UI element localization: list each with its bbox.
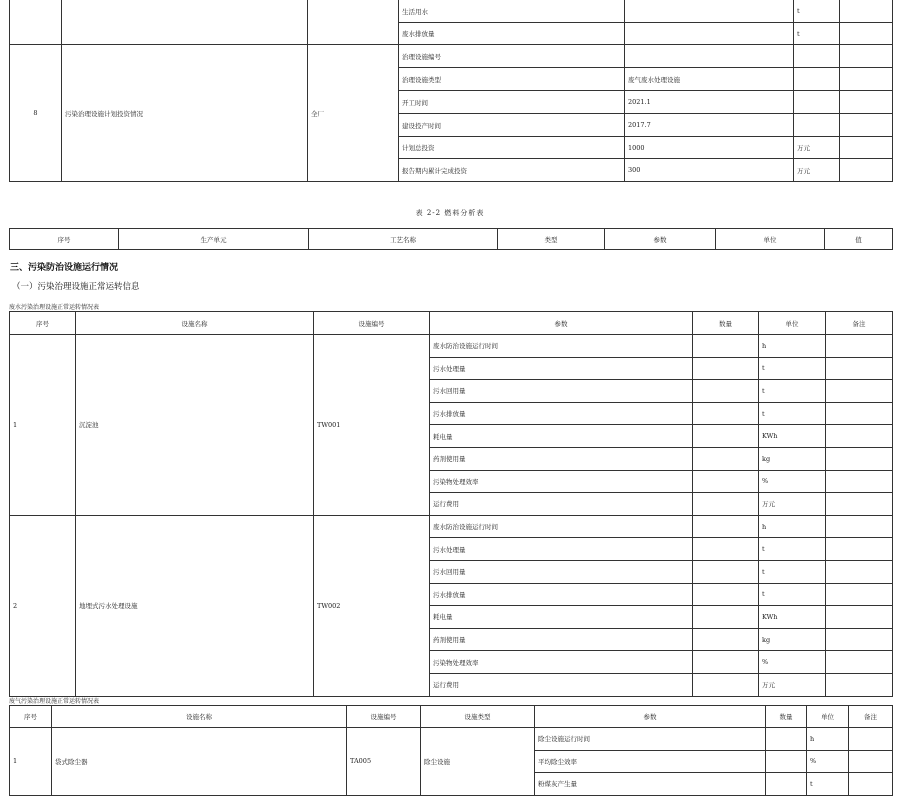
value-cell xyxy=(625,45,794,68)
param-cell: 治理设施编号 xyxy=(399,45,625,68)
col-header: 设施编号 xyxy=(314,312,430,335)
table-row xyxy=(10,0,893,23)
row-seq: 8 xyxy=(10,45,62,182)
col-header: 设施类型 xyxy=(421,706,535,728)
param-cell: 开工时间 xyxy=(399,91,625,114)
param-cell: 污水处理量 xyxy=(430,538,693,561)
param-cell: 治理设施类型 xyxy=(399,68,625,91)
unit-cell: KWh xyxy=(759,606,826,629)
unit-cell: 万元 xyxy=(759,493,826,516)
facility-seq: 1 xyxy=(10,335,76,516)
param-cell: 污水回用量 xyxy=(430,380,693,403)
table-header-row xyxy=(10,312,893,335)
param-cell: 废水排放量 xyxy=(399,23,625,45)
unit-cell: t xyxy=(794,0,840,23)
col-header: 参数 xyxy=(605,229,716,250)
col-header: 参数 xyxy=(535,706,766,728)
value-cell: 废气废水处理设施 xyxy=(625,68,794,91)
section-title: 三、污染防治设施运行情况 xyxy=(10,263,119,273)
exhaust-table-caption: 废气污染治理设施正常运转情况表 xyxy=(9,698,100,705)
col-header: 备注 xyxy=(826,312,893,335)
col-header: 单位 xyxy=(759,312,826,335)
unit-cell: h xyxy=(759,335,826,358)
unit-cell xyxy=(794,45,840,68)
value-cell: 2017.7 xyxy=(625,114,794,137)
param-cell: 废水防治设施运行时间 xyxy=(430,515,693,538)
fuel-table xyxy=(9,228,893,250)
unit-cell: h xyxy=(759,515,826,538)
facility-code: TW001 xyxy=(314,335,430,516)
unit-cell: t xyxy=(759,560,826,583)
value-cell xyxy=(625,0,794,23)
col-header: 类型 xyxy=(498,229,605,250)
col-header: 设施编号 xyxy=(347,706,421,728)
unit-cell xyxy=(794,68,840,91)
param-cell: 粉煤灰产生量 xyxy=(535,773,766,796)
value-cell: 2021.1 xyxy=(625,91,794,114)
facility-name: 袋式除尘器 xyxy=(52,728,347,796)
value-cell xyxy=(625,23,794,45)
fuel-table-caption: 表 2-2 燃料分析表 xyxy=(415,209,485,217)
col-header: 序号 xyxy=(10,229,119,250)
param-cell: 耗电量 xyxy=(430,425,693,448)
param-cell: 废水防治设施运行时间 xyxy=(430,335,693,358)
facility-code: TW002 xyxy=(314,515,430,696)
param-cell: 污水排放量 xyxy=(430,402,693,425)
col-header: 单位 xyxy=(807,706,849,728)
col-header: 工艺名称 xyxy=(309,229,498,250)
unit-cell: % xyxy=(807,750,849,773)
facility-type: 除尘设施 xyxy=(421,728,535,796)
investment-table xyxy=(9,0,893,182)
unit-cell: % xyxy=(759,651,826,674)
param-cell: 报告期内累计完成投资 xyxy=(399,159,625,182)
exhaust-table xyxy=(9,705,893,796)
unit-cell: h xyxy=(807,728,849,751)
wastewater-table xyxy=(9,311,893,697)
col-header: 数量 xyxy=(766,706,807,728)
unit-cell xyxy=(794,114,840,137)
facility-name: 地埋式污水处理设施 xyxy=(76,515,314,696)
facility-seq: 1 xyxy=(10,728,52,796)
param-cell: 运行费用 xyxy=(430,673,693,696)
param-cell: 运行费用 xyxy=(430,493,693,516)
unit-cell: t xyxy=(759,380,826,403)
unit-cell: t xyxy=(794,23,840,45)
row-scope: 全厂 xyxy=(308,45,399,182)
row-name: 污染治理设施计划投资情况 xyxy=(62,45,308,182)
col-header: 序号 xyxy=(10,312,76,335)
facility-code: TA005 xyxy=(347,728,421,796)
unit-cell: t xyxy=(759,583,826,606)
param-cell: 污水处理量 xyxy=(430,357,693,380)
unit-cell: t xyxy=(759,357,826,380)
unit-cell: KWh xyxy=(759,425,826,448)
wastewater-table-caption: 废水污染治理设施正常运转情况表 xyxy=(9,304,100,311)
param-cell: 耗电量 xyxy=(430,606,693,629)
table-row xyxy=(10,515,893,538)
value-cell: 300 xyxy=(625,159,794,182)
subsection-title: （一）污染治理设施正常运转信息 xyxy=(12,282,140,292)
param-cell: 除尘设施运行时间 xyxy=(535,728,766,751)
table-header-row xyxy=(10,706,893,728)
unit-cell: t xyxy=(807,773,849,796)
col-header: 设施名称 xyxy=(76,312,314,335)
unit-cell: t xyxy=(759,538,826,561)
facility-name: 沉淀池 xyxy=(76,335,314,516)
col-header: 设施名称 xyxy=(52,706,347,728)
param-cell: 污水回用量 xyxy=(430,560,693,583)
param-cell: 药剂使用量 xyxy=(430,628,693,651)
table-row xyxy=(10,335,893,358)
param-cell: 污水排放量 xyxy=(430,583,693,606)
unit-cell xyxy=(794,91,840,114)
unit-cell: kg xyxy=(759,447,826,470)
unit-cell: % xyxy=(759,470,826,493)
param-cell: 药剂使用量 xyxy=(430,447,693,470)
unit-cell: kg xyxy=(759,628,826,651)
table-row xyxy=(10,728,893,751)
param-cell: 计划总投资 xyxy=(399,137,625,159)
col-header: 参数 xyxy=(430,312,693,335)
unit-cell: 万元 xyxy=(794,159,840,182)
col-header: 数量 xyxy=(693,312,759,335)
col-header: 生产单元 xyxy=(119,229,309,250)
param-cell: 平均除尘效率 xyxy=(535,750,766,773)
unit-cell: 万元 xyxy=(794,137,840,159)
table-header-row xyxy=(10,229,893,250)
table-row xyxy=(10,45,893,68)
param-cell: 污染物处理效率 xyxy=(430,651,693,674)
col-header: 值 xyxy=(825,229,893,250)
unit-cell: t xyxy=(759,402,826,425)
col-header: 备注 xyxy=(849,706,893,728)
facility-seq: 2 xyxy=(10,515,76,696)
value-cell: 1000 xyxy=(625,137,794,159)
unit-cell: 万元 xyxy=(759,673,826,696)
col-header: 单位 xyxy=(716,229,825,250)
param-cell: 生活用水 xyxy=(399,0,625,23)
param-cell: 建设投产时间 xyxy=(399,114,625,137)
param-cell: 污染物处理效率 xyxy=(430,470,693,493)
col-header: 序号 xyxy=(10,706,52,728)
